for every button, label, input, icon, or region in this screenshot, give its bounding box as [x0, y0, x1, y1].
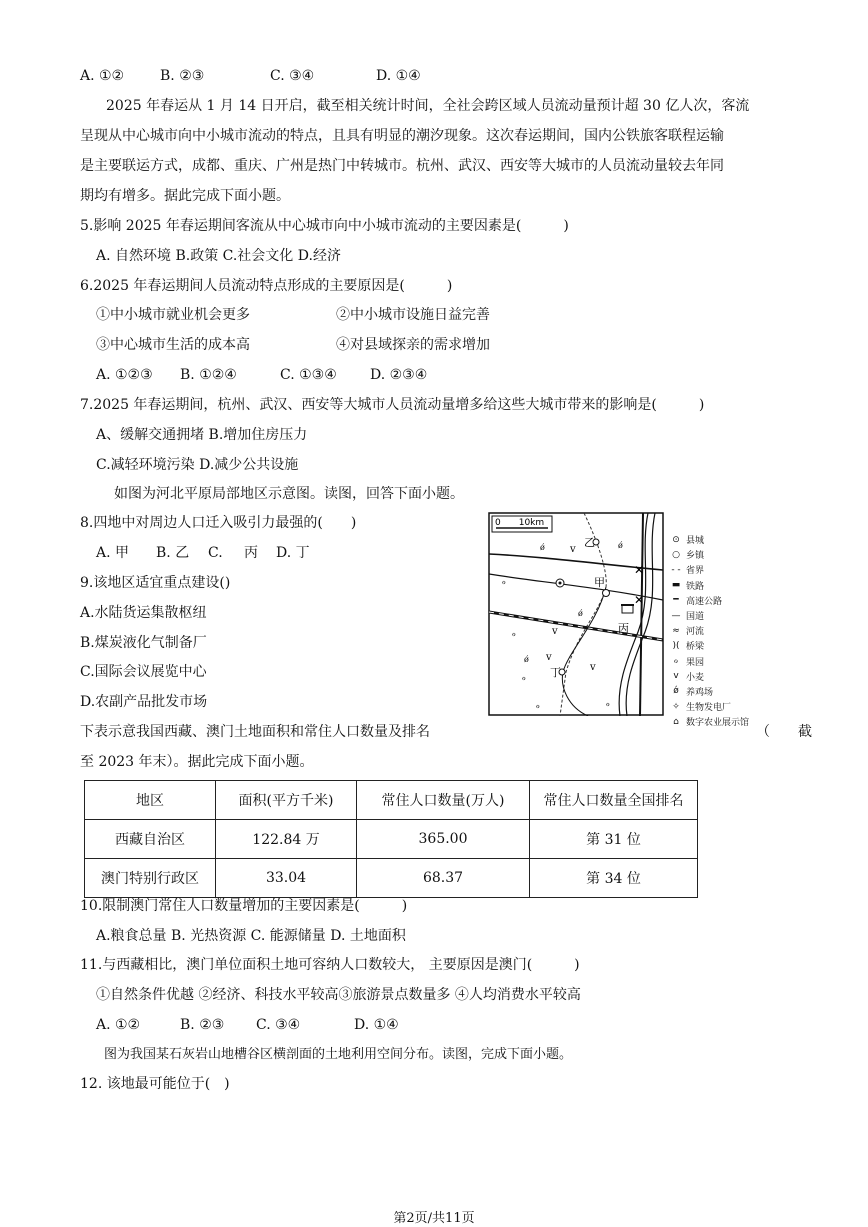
svg-text:ℴ: ℴ — [522, 673, 526, 682]
question-6-item: ③中心城市生活的成本高 — [96, 337, 250, 353]
legend-label: 铁路 — [686, 581, 705, 592]
question-5-options: A. 自然环境 B.政策 C.社会文化 D.经济 — [96, 248, 341, 264]
legend-label: 桥梁 — [686, 642, 705, 653]
section-intro: 图为我国某石灰岩山地槽谷区横剖面的土地利用空间分布。读图，完成下面小题。 — [104, 1047, 573, 1062]
question-10-options: A.粮食总量 B. 光热资源 C. 能源储量 D. 土地面积 — [96, 928, 406, 944]
legend-label: 养鸡场 — [686, 687, 714, 698]
question-11-options — [96, 1015, 399, 1035]
table-intro: 下表示意我国西藏、澳门土地面积和常住人口数量及排名 — [80, 724, 430, 740]
option-b: B. 乙 — [156, 545, 190, 561]
svg-text:v: v — [552, 626, 558, 637]
svg-text:ℴ: ℴ — [502, 577, 506, 586]
table-header: 面积(平方千米) — [216, 781, 357, 820]
option-c-text: 丙 — [244, 545, 258, 561]
question-6-item: ④对县域探亲的需求增加 — [336, 337, 490, 353]
table-row — [85, 859, 698, 898]
question-9-option: C.国际会议展览中心 — [80, 664, 207, 680]
option-a: A. ①② — [96, 1017, 141, 1033]
question-5-stem: 5.影响 2025 年春运期间客流从中心城市向中小城市流动的主要因素是( ) — [80, 218, 569, 234]
svg-text:v: v — [590, 662, 596, 673]
option-a: A. ①② — [80, 68, 125, 84]
svg-text:✕: ✕ — [634, 563, 645, 577]
svg-text:v: v — [546, 652, 552, 663]
table-intro-right: （ 截 — [756, 724, 812, 740]
option-c: C. ③④ — [256, 1017, 301, 1033]
question-9-stem: 9.该地区适宜重点建设() — [80, 575, 231, 591]
option-c: C. — [208, 545, 223, 561]
passage-line: 期均有增多。据此完成下面小题。 — [80, 188, 290, 204]
table-cell: 西藏自治区 — [85, 820, 216, 859]
question-9-option: D.农副产品批发市场 — [80, 694, 208, 710]
question-9-option: A.水陆货运集散枢纽 — [80, 605, 207, 621]
option-a: A. 甲 — [96, 545, 130, 561]
legend-label: 生物发电厂 — [686, 703, 732, 714]
legend-label: 河流 — [686, 627, 705, 638]
question-6-item: ②中小城市设施日益完善 — [336, 307, 490, 323]
table-cell: 365.00 — [357, 820, 530, 859]
option-d: D. ①④ — [376, 68, 421, 84]
table-cell: 第 31 位 — [530, 820, 698, 859]
question-6-options — [96, 365, 427, 385]
svg-text:ℴ: ℴ — [536, 701, 540, 710]
svg-text:v: v — [570, 544, 576, 555]
legend-label: 数字农业展示馆 — [686, 718, 750, 729]
legend-label: 国道 — [686, 612, 705, 623]
scale-label: 0 10km — [495, 518, 545, 528]
place-label-ding: 丁 — [550, 666, 561, 679]
question-11-stem: 11.与西藏相比，澳门单位面积土地可容纳人口数较大， 主要原因是澳门( ) — [80, 957, 580, 973]
question-6-item: ①中小城市就业机会更多 — [96, 307, 250, 323]
table-header: 常住人口数量(万人) — [357, 781, 530, 820]
option-d: D. 丁 — [276, 545, 310, 561]
svg-text:✕: ✕ — [634, 593, 645, 607]
hebei-plain-map — [488, 512, 664, 716]
table-cell: 澳门特别行政区 — [85, 859, 216, 898]
table-header: 地区 — [85, 781, 216, 820]
legend-label: 果园 — [686, 657, 705, 668]
question-11-items: ①自然条件优越 ②经济、科技水平较高③旅游景点数量多 ④人均消费水平较高 — [96, 987, 581, 1003]
question-7-options: A、缓解交通拥堵 B.增加住房压力 — [96, 427, 308, 443]
option-c: C. ①③④ — [280, 367, 337, 383]
map-intro: 如图为河北平原局部地区示意图。读图，回答下面小题。 — [114, 486, 464, 502]
question-6-stem: 6.2025 年春运期间人员流动特点形成的主要原因是( ) — [80, 278, 453, 294]
question-9-option: B.煤炭液化气制备厂 — [80, 635, 207, 651]
option-b: B. ①②④ — [180, 367, 237, 383]
passage-line: 2025 年春运从 1 月 14 日开启，截至相关统计时间，全社会跨区域人员流动量预计超 30 亿人次，客流 — [106, 98, 750, 114]
legend-label: 县城 — [686, 536, 705, 547]
question-8-options — [96, 543, 310, 563]
option-b: B. ②③ — [180, 1017, 225, 1033]
map-legend: ⊙ 县城 ○ 乡镇 - - 省界 ▬ 铁路 ━ 高速公路 — 国道 ≈ 河流 )( 桥梁 ℴ 果园 v 小麦 ǿ 养鸡场 ✧ 生物发电厂 ⌂ 数字农业展示馆 — [671, 534, 750, 729]
question-10-stem: 10.限制澳门常住人口数量增加的主要因素是( ) — [80, 898, 408, 914]
legend-label: 小麦 — [686, 672, 705, 683]
svg-text:ǿ: ǿ — [524, 655, 529, 664]
option-d: D. ①④ — [354, 1017, 399, 1033]
table-row — [85, 820, 698, 859]
legend-label: 省界 — [686, 566, 705, 577]
passage-line: 是主要联运方式，成都、重庆、广州是热门中转城市。杭州、武汉、西安等大城市的人员流动量较去年同 — [80, 158, 724, 174]
page-number: 第2页/共11页 — [393, 1211, 475, 1226]
option-a: A. ①②③ — [96, 367, 153, 383]
question-7-options: C.减轻环境污染 D.减少公共设施 — [96, 457, 299, 473]
passage-line: 呈现从中心城市向中小城市流动的特点，且具有明显的潮汐现象。这次春运期间，国内公铁旅客联程运输 — [80, 128, 724, 144]
table-cell: 第 34 位 — [530, 859, 698, 898]
option-c: C. ③④ — [270, 68, 315, 84]
q4-options — [80, 66, 421, 86]
svg-text:ℴ: ℴ — [606, 699, 610, 708]
svg-text:ǿ: ǿ — [578, 609, 583, 618]
option-b: B. ②③ — [160, 68, 205, 84]
table-cell: 122.84 万 — [216, 820, 357, 859]
svg-text:ℴ: ℴ — [512, 629, 516, 638]
legend-label: 高速公路 — [686, 596, 723, 607]
table-intro-line2: 至 2023 年末）。据此完成下面小题。 — [80, 754, 314, 770]
legend-label: 乡镇 — [686, 551, 705, 562]
place-label-bing: 丙 — [618, 622, 629, 635]
table-cell: 33.04 — [216, 859, 357, 898]
question-12-stem: 12. 该地最可能位于( ) — [80, 1076, 230, 1092]
table-cell: 68.37 — [357, 859, 530, 898]
table-header-row — [85, 781, 698, 820]
table-header: 常住人口数量全国排名 — [530, 781, 698, 820]
population-table — [84, 780, 698, 898]
place-label-yi: 乙 — [584, 536, 595, 549]
question-7-stem: 7.2025 年春运期间，杭州、武汉、西安等大城市人员流动量增多给这些大城市带来的影响是( ) — [80, 397, 705, 413]
svg-text:ǿ: ǿ — [540, 543, 545, 552]
svg-text:ǿ: ǿ — [618, 541, 623, 550]
option-d: D. ②③④ — [370, 367, 428, 383]
place-label-jia: 甲 — [594, 576, 605, 589]
question-8-stem: 8.四地中对周边人口迁入吸引力最强的( ) — [80, 515, 357, 531]
